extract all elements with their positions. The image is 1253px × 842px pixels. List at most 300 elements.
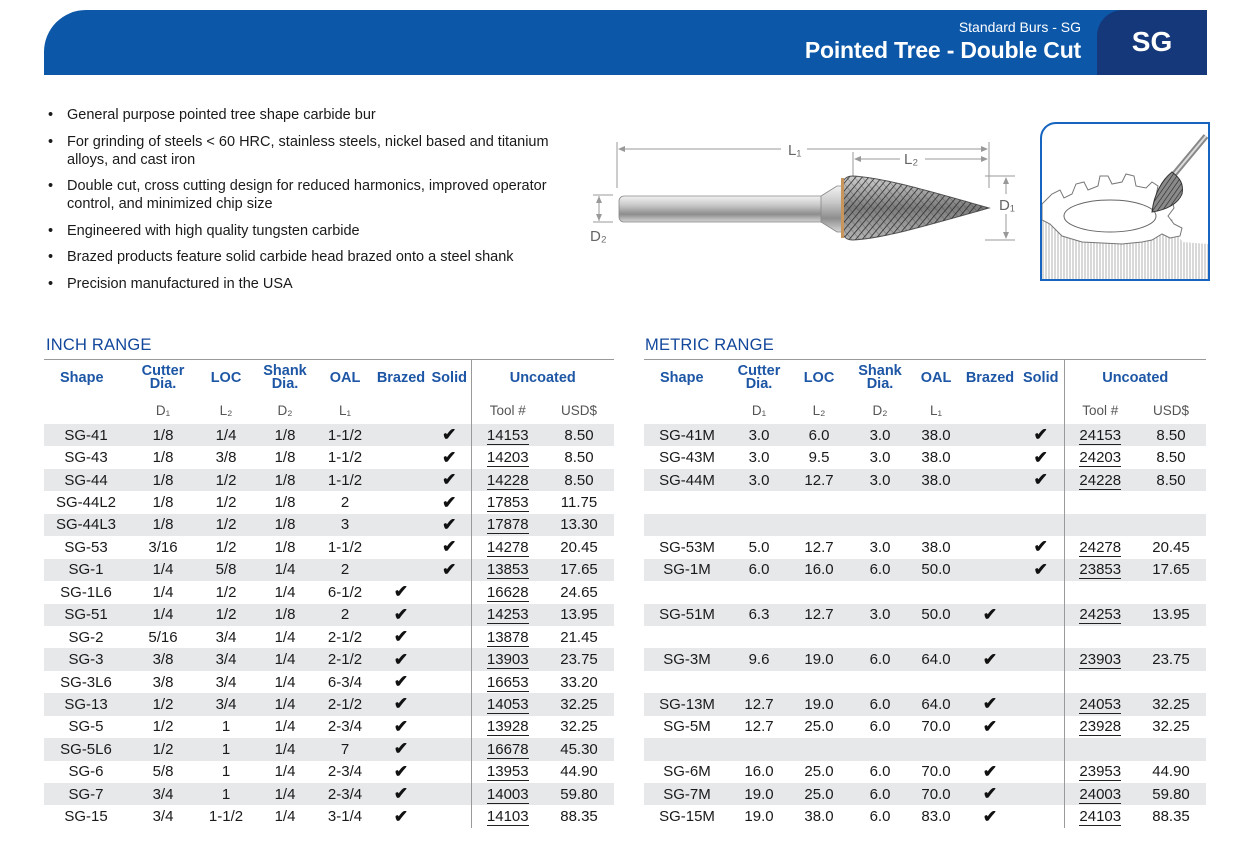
table-row xyxy=(644,693,1206,715)
tool-number: 14003 xyxy=(486,785,529,803)
arrow-icon xyxy=(1003,177,1009,184)
sub-empty xyxy=(962,396,1018,424)
cell-shank-dia: 1/4 xyxy=(254,648,316,670)
cell-solid-check xyxy=(428,648,471,670)
cell-tool-number xyxy=(471,514,544,536)
cell-brazed-check xyxy=(962,626,1018,648)
cell-shank-dia: 6.0 xyxy=(869,763,891,781)
cell-brazed-check: ✔ xyxy=(393,806,409,826)
cell-cutter-dia xyxy=(730,626,788,648)
tool-number: 16628 xyxy=(486,583,529,601)
cell-price-usd: 17.65 xyxy=(544,559,614,581)
cell-tool-number xyxy=(1064,491,1136,513)
cell-shank-dia: 6.0 xyxy=(869,718,891,736)
cell-cutter-dia: 1/8 xyxy=(152,449,174,467)
cell-shank-dia: 1/8 xyxy=(254,469,316,491)
cell-price-usd: 32.25 xyxy=(1136,693,1206,715)
cell-shape: SG-15 xyxy=(64,808,108,826)
cell-solid-check xyxy=(1018,514,1064,536)
cell-brazed-check: ✔ xyxy=(393,627,409,647)
cell-oal: 83.0 xyxy=(921,808,951,826)
cell-price-usd: 17.65 xyxy=(1136,559,1206,581)
cell-brazed-check: ✔ xyxy=(982,806,998,826)
cell-shape: SG-5M xyxy=(663,718,711,736)
col-shape: Shape xyxy=(44,360,128,397)
cell-price-usd: 23.75 xyxy=(1136,648,1206,670)
cell-shank-dia: 1/4 xyxy=(254,738,316,760)
cell-shank-dia: 6.0 xyxy=(850,559,910,581)
cell-brazed-check: ✔ xyxy=(962,693,1018,715)
cell-oal: 70.0 xyxy=(910,783,962,805)
cell-loc xyxy=(788,626,850,648)
cell-shape xyxy=(644,514,730,536)
cell-brazed-check xyxy=(962,581,1018,603)
cell-shape: SG-44L2 xyxy=(55,494,117,512)
cell-cutter-dia: 3/8 xyxy=(128,648,198,670)
cell-shank-dia: 1/8 xyxy=(274,449,296,467)
cell-tool-number xyxy=(1064,424,1136,446)
table-row xyxy=(644,805,1206,827)
col-loc: LOC xyxy=(788,360,850,397)
cell-solid-check xyxy=(1018,491,1064,513)
tool-number: 24203 xyxy=(1079,449,1122,467)
sub-l2: L₂ xyxy=(219,402,233,418)
cell-cutter-dia xyxy=(730,491,788,513)
cell-shank-dia: 3.0 xyxy=(869,449,891,467)
cell-brazed-check xyxy=(962,559,1018,581)
cell-oal: 38.0 xyxy=(921,538,951,556)
cell-oal: 1-1/2 xyxy=(316,469,374,491)
cell-tool-number xyxy=(471,536,544,558)
cell-tool-number xyxy=(1064,469,1136,491)
metric-rows xyxy=(644,424,1206,828)
cell-shank-dia xyxy=(850,626,910,648)
cell-tool-number xyxy=(471,693,544,715)
cell-solid-check: ✔ xyxy=(1033,447,1048,467)
cell-tool-number xyxy=(471,491,544,513)
cell-brazed-check: ✔ xyxy=(374,738,428,760)
arrow-icon xyxy=(1003,232,1009,239)
tool-number: 24103 xyxy=(1079,808,1122,826)
cell-solid-check xyxy=(428,581,471,603)
cell-tool-number xyxy=(1064,604,1136,626)
table-row xyxy=(644,604,1206,626)
cell-loc: 12.7 xyxy=(788,604,850,626)
table-row xyxy=(644,581,1206,603)
cell-brazed-check: ✔ xyxy=(393,582,409,602)
tool-number: 24228 xyxy=(1079,471,1122,489)
tool-number: 14203 xyxy=(486,449,529,467)
cell-shank-dia: 6.0 xyxy=(869,808,891,826)
feature-item: • General purpose pointed tree shape carbide bur xyxy=(46,106,566,124)
cell-brazed-check xyxy=(962,514,1018,536)
table-row xyxy=(44,446,614,468)
braze-joint xyxy=(841,178,844,238)
cell-oal: 38.0 xyxy=(910,469,962,491)
cell-loc: 25.0 xyxy=(804,718,834,736)
cell-shape: SG-51 xyxy=(44,604,128,626)
cell-solid-check xyxy=(1018,604,1064,626)
cell-tool-number xyxy=(471,604,544,626)
col-shape: Shape xyxy=(644,360,730,397)
tool-number: 13878 xyxy=(486,628,529,646)
sub-d1: D₁ xyxy=(751,402,767,418)
cell-oal: 50.0 xyxy=(910,559,962,581)
cell-oal: 50.0 xyxy=(910,604,962,626)
cell-price-usd: 32.25 xyxy=(1152,718,1190,736)
table-row xyxy=(644,491,1206,513)
cell-price-usd: 44.90 xyxy=(1152,763,1190,781)
cell-solid-check xyxy=(428,716,471,738)
cell-solid-check xyxy=(428,761,471,783)
cell-brazed-check: ✔ xyxy=(374,648,428,670)
cell-shape: SG-6 xyxy=(68,763,104,781)
cell-tool-number xyxy=(1064,805,1136,827)
cell-cutter-dia: 3.0 xyxy=(730,424,788,446)
table-row xyxy=(44,648,614,670)
cell-shape: SG-44M xyxy=(644,469,730,491)
cell-solid-check xyxy=(428,805,471,827)
tool-number: 14253 xyxy=(486,606,529,624)
col-shank-dia: Shank Dia. xyxy=(850,360,910,397)
col-shank-dia: Shank Dia. xyxy=(254,360,316,397)
cell-shank-dia: 1/4 xyxy=(254,559,316,581)
cell-brazed-check xyxy=(962,424,1018,446)
d2-label: D₂ xyxy=(590,228,607,245)
bur-shank xyxy=(619,196,825,222)
l1-label: L₁ xyxy=(788,142,802,159)
cell-price-usd: 8.50 xyxy=(1136,424,1206,446)
cell-shank-dia: 1/4 xyxy=(274,673,296,691)
cell-tool-number xyxy=(471,446,544,468)
cell-solid-check: ✔ xyxy=(1018,559,1064,581)
sub-d2: D₂ xyxy=(277,402,293,418)
cell-brazed-check xyxy=(374,559,428,581)
cell-solid-check: ✔ xyxy=(1033,537,1048,557)
cell-tool-number xyxy=(1064,446,1136,468)
tool-number: 14103 xyxy=(486,808,529,826)
cell-brazed-check: ✔ xyxy=(393,716,409,736)
cell-cutter-dia: 5/16 xyxy=(148,628,178,646)
sub-l1: L₁ xyxy=(338,402,352,418)
table-row xyxy=(44,424,614,446)
tool-number: 13953 xyxy=(486,763,529,781)
arrow-icon xyxy=(596,214,602,221)
cell-oal xyxy=(910,581,962,603)
feature-item: • Double cut, cross cutting design for reduced harmonics, improved operator control, and minimized chip size xyxy=(46,177,566,213)
cell-loc xyxy=(788,581,850,603)
cell-loc: 19.0 xyxy=(788,648,850,670)
arrow-icon xyxy=(618,146,625,152)
table-row xyxy=(644,716,1206,738)
tool-number: 23953 xyxy=(1079,763,1122,781)
sub-empty xyxy=(374,396,428,424)
cell-brazed-check xyxy=(962,536,1018,558)
feature-item: • Brazed products feature solid carbide head brazed onto a steel shank xyxy=(46,248,566,266)
cell-price-usd: 44.90 xyxy=(560,763,598,781)
metric-range-table xyxy=(644,359,1206,828)
bur-neck xyxy=(821,186,843,232)
cell-tool-number xyxy=(1064,536,1136,558)
cell-brazed-check xyxy=(962,738,1018,760)
cell-price-usd: 45.30 xyxy=(544,738,614,760)
cell-tool-number xyxy=(1064,671,1136,693)
cell-shank-dia: 1/4 xyxy=(254,693,316,715)
cell-price-usd: 8.50 xyxy=(1136,469,1206,491)
cell-tool-number xyxy=(1064,514,1136,536)
tool-number: 14278 xyxy=(486,538,529,556)
cell-cutter-dia: 19.0 xyxy=(744,808,774,826)
cell-brazed-check: ✔ xyxy=(982,761,998,781)
table-row xyxy=(644,738,1206,760)
col-brazed: Brazed xyxy=(962,360,1018,397)
cell-solid-check: ✔ xyxy=(428,514,471,536)
cell-oal: 38.0 xyxy=(910,424,962,446)
cell-shape: SG-7 xyxy=(44,783,128,805)
cell-loc: 1-1/2 xyxy=(208,808,244,826)
cell-oal: 7 xyxy=(316,738,374,760)
cell-oal xyxy=(910,671,962,693)
cell-cutter-dia: 12.7 xyxy=(744,718,774,736)
cell-shape: SG-15M xyxy=(659,808,715,826)
cell-shank-dia: 1/8 xyxy=(274,538,296,556)
cell-tool-number xyxy=(1064,716,1136,738)
cell-cutter-dia: 3/4 xyxy=(152,808,174,826)
table-row xyxy=(44,671,614,693)
cell-price-usd: 88.35 xyxy=(1152,808,1190,826)
tool-number: 23928 xyxy=(1079,718,1122,736)
cell-price-usd xyxy=(1136,491,1206,513)
workpiece-illustration xyxy=(1042,124,1208,279)
feature-list xyxy=(46,106,566,301)
cell-loc: 1/4 xyxy=(198,424,254,446)
cell-shape: SG-1M xyxy=(644,559,730,581)
tool-number: 16678 xyxy=(486,740,529,758)
cell-tool-number xyxy=(471,671,544,693)
cell-loc: 6.0 xyxy=(788,424,850,446)
series-tab: SG xyxy=(1097,10,1207,75)
cell-solid-check xyxy=(1018,648,1064,670)
col-oal: OAL xyxy=(316,360,374,397)
cell-solid-check xyxy=(1018,716,1064,738)
cell-shape: SG-53M xyxy=(659,538,715,556)
cell-shank-dia: 6.0 xyxy=(850,783,910,805)
cell-oal: 1-1/2 xyxy=(327,538,363,556)
cell-tool-number xyxy=(471,581,544,603)
cell-price-usd: 8.50 xyxy=(564,449,594,467)
col-oal: OAL xyxy=(910,360,962,397)
cell-oal xyxy=(910,738,962,760)
cell-tool-number xyxy=(471,805,544,827)
cell-cutter-dia: 3.0 xyxy=(730,469,788,491)
cell-price-usd: 13.30 xyxy=(544,514,614,536)
cell-shank-dia: 6.0 xyxy=(850,693,910,715)
cell-brazed-check: ✔ xyxy=(962,648,1018,670)
cell-solid-check: ✔ xyxy=(428,559,471,581)
cell-shank-dia: 1/4 xyxy=(274,628,296,646)
tool-number: 14228 xyxy=(486,471,529,489)
cell-oal: 2 xyxy=(340,494,350,512)
cell-loc: 1 xyxy=(198,783,254,805)
cell-shank-dia: 1/4 xyxy=(274,583,296,601)
cell-tool-number xyxy=(1064,693,1136,715)
sub-usd: USD$ xyxy=(561,402,598,418)
cell-shape: SG-3 xyxy=(44,648,128,670)
cell-loc: 1/2 xyxy=(198,604,254,626)
cell-cutter-dia: 5.0 xyxy=(748,538,770,556)
cell-loc: 3/8 xyxy=(215,449,237,467)
table-row xyxy=(644,469,1206,491)
cell-loc: 1/2 xyxy=(215,494,237,512)
cell-brazed-check xyxy=(962,446,1018,468)
metric-range-title: METRIC RANGE xyxy=(645,336,774,354)
cell-loc: 1 xyxy=(198,738,254,760)
feature-item: • For grinding of steels < 60 HRC, stainless steels, nickel based and titanium alloys, and cast iron xyxy=(46,133,566,169)
cell-price-usd: 88.35 xyxy=(560,808,598,826)
cell-oal: 2-1/2 xyxy=(327,628,363,646)
cell-brazed-check: ✔ xyxy=(962,604,1018,626)
cell-cutter-dia: 3/16 xyxy=(148,538,178,556)
bur-dimension-diagram xyxy=(585,118,1025,258)
table-row xyxy=(44,805,614,827)
table-row xyxy=(644,514,1206,536)
header-text xyxy=(805,18,1081,64)
cell-brazed-check: ✔ xyxy=(393,672,409,692)
cell-cutter-dia: 9.6 xyxy=(730,648,788,670)
cell-oal: 64.0 xyxy=(910,648,962,670)
inch-range-title: INCH RANGE xyxy=(46,336,152,354)
col-solid: Solid xyxy=(428,360,471,397)
cell-shank-dia: 1/8 xyxy=(254,424,316,446)
arrow-icon xyxy=(854,156,861,162)
table-row xyxy=(644,536,1206,558)
cell-solid-check xyxy=(428,671,471,693)
cell-shank-dia: 1/8 xyxy=(254,604,316,626)
cell-cutter-dia: 3/8 xyxy=(152,673,174,691)
tool-number: 23903 xyxy=(1079,651,1122,669)
tool-number: 24153 xyxy=(1079,426,1122,444)
cell-loc: 3/4 xyxy=(198,693,254,715)
cell-cutter-dia: 12.7 xyxy=(730,693,788,715)
cell-price-usd: 21.45 xyxy=(560,628,598,646)
arrow-icon xyxy=(596,196,602,203)
header-subtitle: Standard Burs - SG xyxy=(958,19,1081,35)
cell-price-usd xyxy=(1136,514,1206,536)
gear-bore xyxy=(1064,200,1156,232)
cell-brazed-check: ✔ xyxy=(982,716,998,736)
cell-loc: 38.0 xyxy=(804,808,834,826)
cell-shape: SG-6M xyxy=(663,763,711,781)
cell-cutter-dia: 1/2 xyxy=(128,693,198,715)
cell-loc: 1/2 xyxy=(215,583,237,601)
cell-solid-check: ✔ xyxy=(442,447,457,467)
inch-range-table xyxy=(44,359,614,828)
cell-solid-check: ✔ xyxy=(428,424,471,446)
sub-d1: D₁ xyxy=(155,402,171,418)
col-cutter-dia: Cutter Dia. xyxy=(730,360,788,397)
cell-shape: SG-1L6 xyxy=(60,583,112,601)
cell-shank-dia: 3.0 xyxy=(850,604,910,626)
cell-cutter-dia: 1/4 xyxy=(128,604,198,626)
cell-loc: 25.0 xyxy=(788,783,850,805)
arrow-icon xyxy=(981,156,988,162)
cell-cutter-dia xyxy=(730,671,788,693)
cell-brazed-check: ✔ xyxy=(374,693,428,715)
table-row xyxy=(644,671,1206,693)
cell-price-usd xyxy=(1136,626,1206,648)
cell-solid-check xyxy=(1018,783,1064,805)
cell-oal: 2-3/4 xyxy=(327,718,363,736)
feature-item: • Engineered with high quality tungsten carbide xyxy=(46,222,566,240)
cell-cutter-dia: 6.0 xyxy=(730,559,788,581)
cell-loc xyxy=(788,491,850,513)
cell-shape: SG-44 xyxy=(44,469,128,491)
cell-brazed-check xyxy=(374,536,428,558)
cell-cutter-dia xyxy=(730,738,788,760)
cell-oal: 64.0 xyxy=(910,693,962,715)
cell-brazed-check: ✔ xyxy=(962,783,1018,805)
cell-price-usd: 11.75 xyxy=(560,494,598,512)
cell-cutter-dia: 1/4 xyxy=(152,583,174,601)
cell-loc: 3/4 xyxy=(215,628,237,646)
cell-shank-dia: 6.0 xyxy=(850,648,910,670)
cell-brazed-check xyxy=(962,671,1018,693)
cell-solid-check xyxy=(1018,581,1064,603)
cell-shape: SG-3L6 xyxy=(60,673,112,691)
tool-number: 17853 xyxy=(486,494,529,512)
cell-shape: SG-41M xyxy=(644,424,730,446)
table-row xyxy=(44,536,614,558)
cell-price-usd: 59.80 xyxy=(544,783,614,805)
table-row xyxy=(644,446,1206,468)
tool-number: 24278 xyxy=(1079,538,1122,556)
cell-tool-number xyxy=(471,626,544,648)
inch-rows xyxy=(44,424,614,828)
table-row xyxy=(44,626,614,648)
cell-tool-number xyxy=(471,783,544,805)
sub-l2: L₂ xyxy=(812,402,826,418)
cell-price-usd xyxy=(1136,738,1206,760)
cell-cutter-dia: 1/8 xyxy=(128,424,198,446)
table-row xyxy=(644,761,1206,783)
table-row xyxy=(44,604,614,626)
cell-shank-dia xyxy=(850,671,910,693)
cell-price-usd: 8.50 xyxy=(1156,449,1186,467)
cell-tool-number xyxy=(471,424,544,446)
cell-tool-number xyxy=(1064,648,1136,670)
d1-label: D₁ xyxy=(999,197,1015,214)
table-row xyxy=(644,626,1206,648)
cell-shank-dia: 1/4 xyxy=(274,763,296,781)
application-illustration xyxy=(1040,122,1210,281)
cell-shank-dia: 1/4 xyxy=(254,783,316,805)
col-loc: LOC xyxy=(198,360,254,397)
cell-shape: SG-5L6 xyxy=(44,738,128,760)
page-title: Pointed Tree - Double Cut xyxy=(804,37,1081,63)
cell-loc: 12.7 xyxy=(788,469,850,491)
cell-shape: SG-5 xyxy=(68,718,104,736)
col-uncoated: Uncoated xyxy=(1064,360,1206,397)
cell-oal xyxy=(910,514,962,536)
cell-oal: 2-3/4 xyxy=(316,783,374,805)
cell-shape: SG-43 xyxy=(64,449,108,467)
cell-tool-number xyxy=(1064,761,1136,783)
cell-solid-check xyxy=(1018,761,1064,783)
cell-brazed-check xyxy=(374,514,428,536)
sub-empty xyxy=(644,396,730,424)
col-cutter-dia: Cutter Dia. xyxy=(128,360,198,397)
cell-price-usd: 33.20 xyxy=(560,673,598,691)
